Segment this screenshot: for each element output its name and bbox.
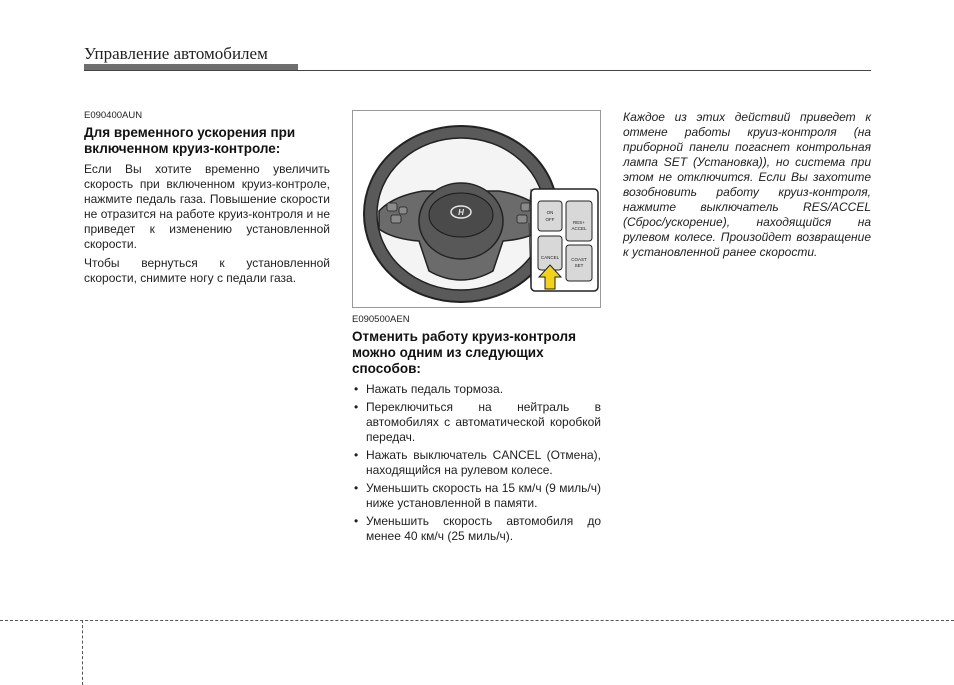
- svg-text:RES+: RES+: [573, 220, 585, 225]
- svg-text:OFF: OFF: [545, 217, 555, 222]
- svg-text:SET: SET: [574, 263, 584, 268]
- column-right: [623, 110, 871, 264]
- svg-text:ON: ON: [546, 210, 554, 215]
- section-heading: Для временного ускорения при включенном круиз-контроле:: [84, 125, 296, 156]
- svg-text:COAST: COAST: [571, 257, 587, 262]
- page-left-divider: [82, 620, 83, 685]
- svg-text:ACCEL: ACCEL: [571, 226, 587, 231]
- svg-text:H: H: [458, 208, 464, 217]
- list-item: • Нажать выключатель CANCEL (Отмена), находящийся на рулевом колесе.: [354, 448, 601, 477]
- paragraph: Каждое из этих действий приведет к отмене работы круиз-контроля (на приборной панели погаснет контрольная лампа SET (Установка)), но система при этом не отключится. Если Вы захотите возобновить работу круиз-контроля, нажмите выключатель RES/ACCEL (Сброс/ускорение), находящийся на рулевом колесе. Произойдет возвращение к установленной ранее скорости.: [623, 110, 871, 259]
- coast-set-switch: [566, 245, 592, 281]
- list-item: • Нажать педаль тормоза.: [354, 382, 504, 396]
- section-code: E090500AEN: [352, 314, 410, 325]
- paragraph: Если Вы хотите временно увеличить скорость при включенном круиз-контроле, нажмите педаль газа. Повышение скорости не отразится на работе круиз-контроля и не приведет к изменению установленной скорости.: [84, 162, 330, 251]
- page-bottom-divider: [0, 620, 954, 621]
- column-left: [84, 110, 330, 290]
- list-item: • Уменьшить скорость автомобиля до менее 40 км/ч (25 миль/ч).: [354, 514, 601, 543]
- steering-wheel-figure: [352, 110, 601, 308]
- cancel-methods-list: [352, 382, 601, 544]
- page-section-title: Управление автомобилем: [84, 44, 268, 63]
- res-accel-switch: [566, 201, 592, 241]
- section-heading: Отменить работу круиз-контроля можно одним из следующих способов:: [352, 329, 576, 376]
- column-middle: [352, 314, 601, 547]
- list-item: • Переключиться на нейтраль в автомобилях с автоматической коробкой передач.: [354, 400, 601, 444]
- on-off-switch: [538, 201, 562, 231]
- header-rule: [84, 70, 871, 71]
- list-item: • Уменьшить скорость на 15 км/ч (9 миль/ч) ниже установленной в памяти.: [354, 481, 601, 510]
- steering-wheel-illustration: [353, 111, 600, 307]
- paragraph: Чтобы вернуться к установленной скорости, снимите ногу с педали газа.: [84, 256, 330, 285]
- section-code: E090400AUN: [84, 110, 143, 121]
- svg-text:CANCEL: CANCEL: [540, 255, 560, 260]
